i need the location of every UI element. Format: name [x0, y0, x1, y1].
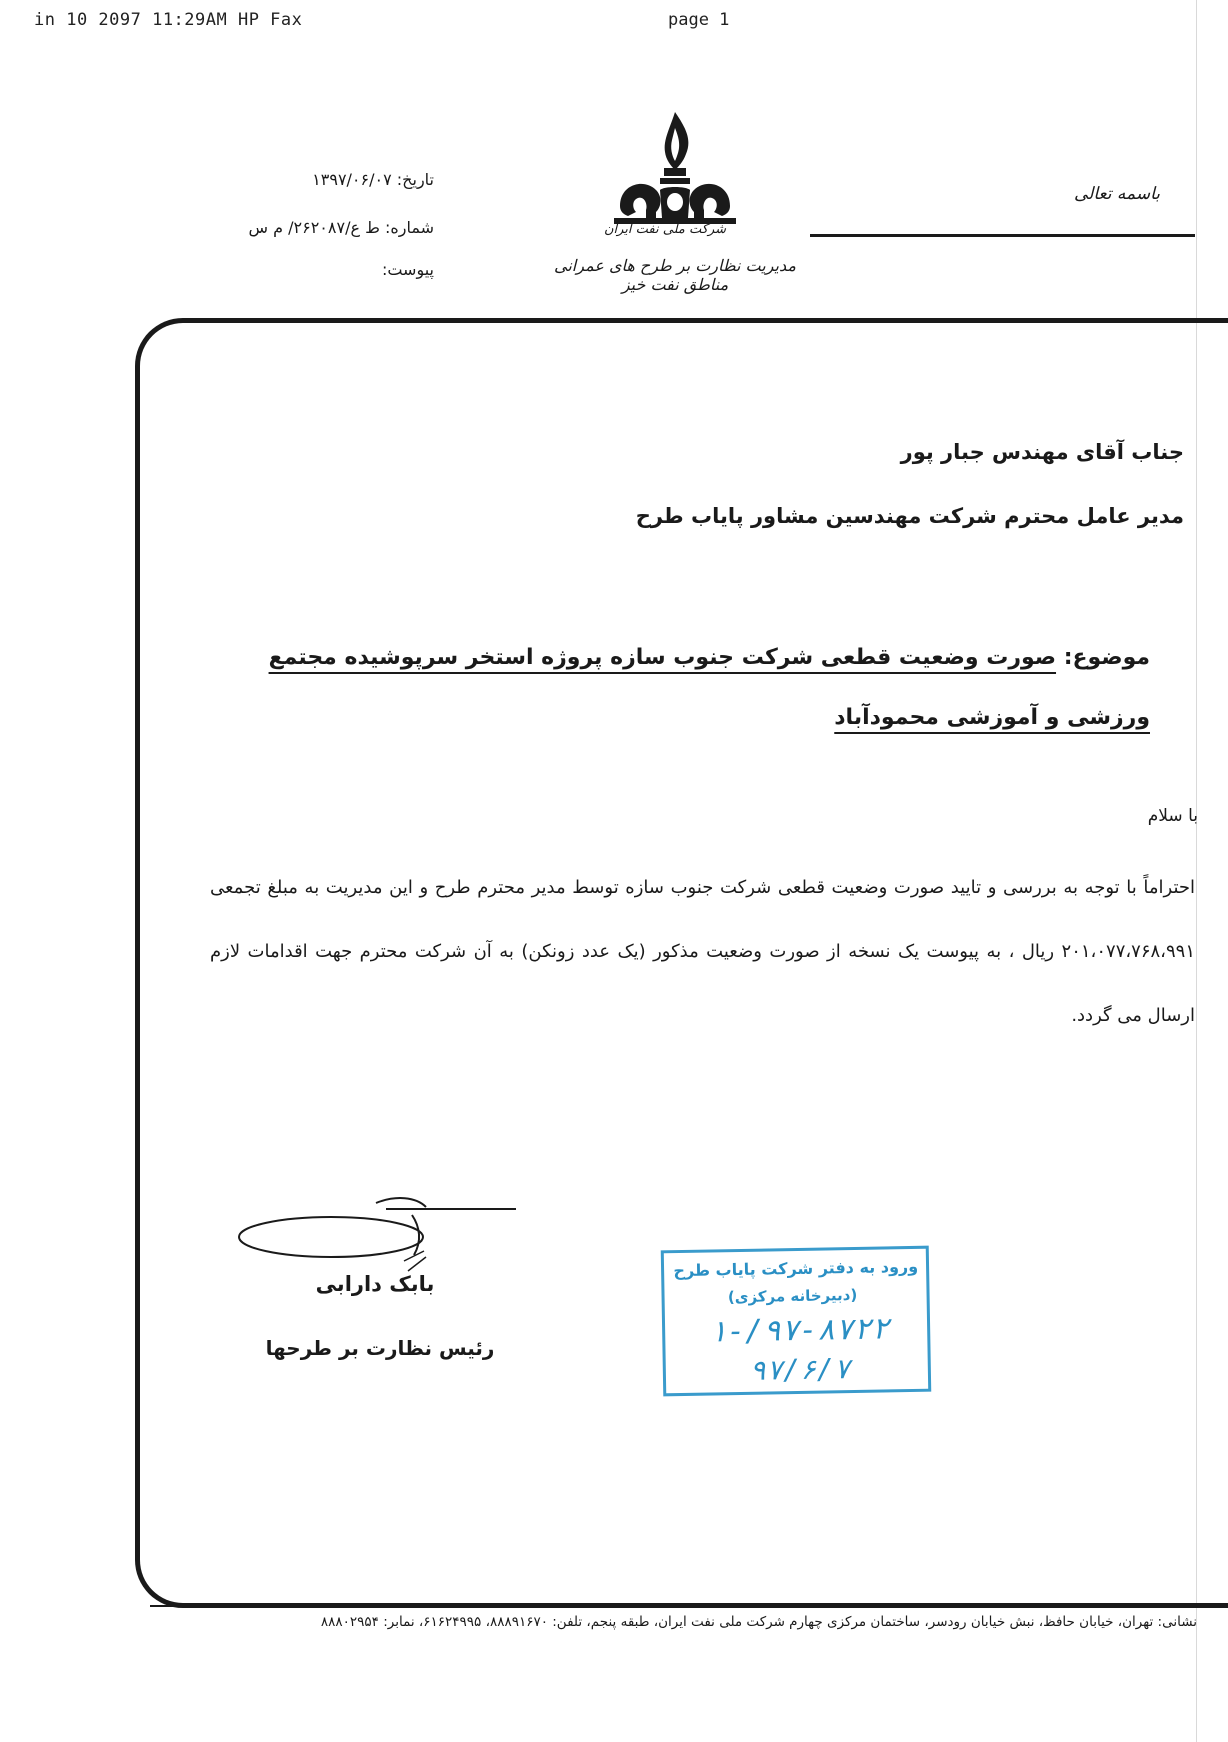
- recipient-name: جناب آقای مهندس جبار پور: [900, 440, 1184, 464]
- letter-number: شماره: ط ع/۲۶۲۰۸۷/ م س: [248, 218, 434, 237]
- subject-text: صورت وضعیت قطعی شرکت جنوب سازه پروژه استخر سرپوشیده مجتمع ورزشی و آموزشی محمودآباد: [268, 645, 1150, 730]
- signer-name: بابک دارابی: [315, 1272, 435, 1296]
- registry-stamp: [661, 1246, 932, 1397]
- stamp-office-line: ورود به دفتر شرکت پایاب طرح: [673, 1256, 919, 1281]
- fax-page-number: page 1: [668, 10, 730, 30]
- handwritten-signature: [236, 1185, 516, 1275]
- org-name: شرکت ملی نفت ایران: [603, 222, 727, 237]
- letter-body: احتراماً با توجه به بررسی و تایید صورت وضعیت قطعی شرکت جنوب سازه توسط مدیر محترم طرح و این مدیریت به مبلغ تجمعی ۲۰۱،۰۷۷،۷۶۸،۹۹۱ ریال ، به پیوست یک نسخه از صورت وضعیت مذکور (یک عدد زونکن) به آن شرکت محترم جهت اقدامات لازم ارسال می گردد.: [210, 877, 1195, 1026]
- signer-title: رئیس نظارت بر طرحها: [265, 1336, 495, 1360]
- stamp-date: ۹۷/۶/۷: [748, 1352, 851, 1387]
- header-underline: [810, 234, 1195, 237]
- fax-header-info: in 10 2097 11:29AM HP Fax: [34, 10, 303, 30]
- footer-rule: [150, 1605, 1200, 1607]
- footer-address: نشانی: تهران، خیابان حافظ، نبش خیابان رودسر، ساختمان مرکزی چهارم شرکت ملی نفت ایران، طبقه پنجم، تلفن: ۸۸۸۹۱۶۷۰، ۶۱۶۲۴۹۹۵، نمابر: ۸۸۸۰۲۹۵۴: [320, 1614, 1197, 1630]
- letter-subject: [190, 628, 1150, 748]
- department-name: مدیریت نظارت بر طرح های عمرانی مناطق نفت خیز: [554, 256, 796, 294]
- stamp-secretariat-line: (دبیرخانه مرکزی): [727, 1285, 858, 1307]
- letter-date: تاریخ: ۱۳۹۷/۰۶/۰۷: [312, 170, 434, 189]
- subject-label: موضوع:: [1063, 645, 1150, 670]
- invocation-text: باسمه تعالی: [1074, 184, 1160, 204]
- letter-attachment: پیوست:: [381, 260, 434, 279]
- stamp-registration-number: ۱-/۹۷-۸۷۲۲: [708, 1311, 890, 1350]
- recipient-position: مدیر عامل محترم شرکت مهندسین مشاور پایاب طرح: [635, 504, 1184, 528]
- oil-company-logo: [600, 110, 750, 260]
- greeting: با سلام: [1147, 806, 1198, 826]
